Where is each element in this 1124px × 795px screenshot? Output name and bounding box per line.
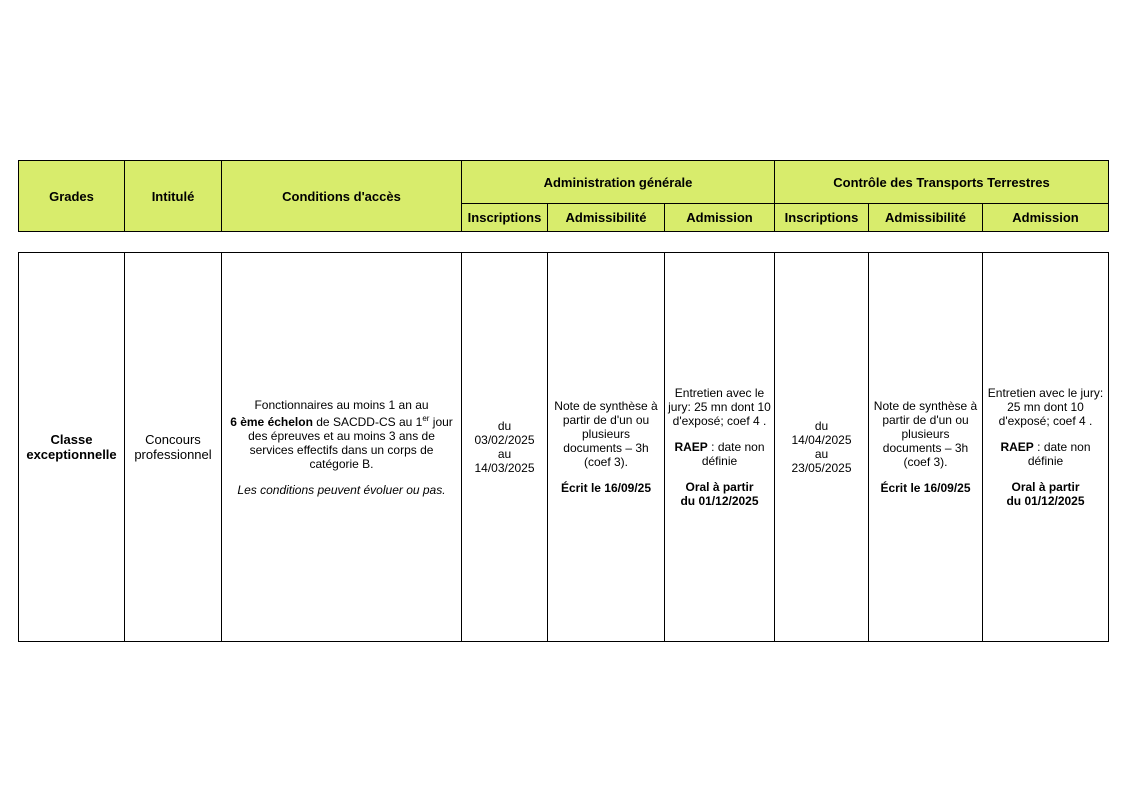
header-ctt-admission: Admission [983,204,1109,232]
oral-line: du 01/12/2025 [680,494,759,508]
header-ctt-inscriptions: Inscriptions [775,204,869,232]
intitule-line: professionnel [134,447,212,462]
cell-conditions [222,253,462,642]
cell-ctt-admission [983,253,1109,642]
conditions-text: Fonctionnaires au moins 1 an au 6 ème échelon de SACDD-CS au 1er jour des épreuves et au moins 3 ans de services effectifs dans un corps de catégorie B. [230,397,453,471]
admissibilite-text: Note de synthèse à partir de d'un ou plusieurs documents – 3h (coef 3). [873,399,978,469]
cell-admin-admission [665,253,775,642]
header-intitule: Intitulé [125,161,222,232]
grade-line: Classe [50,432,93,447]
intitule-line: Concours [145,432,201,447]
header-conditions: Conditions d'accès [222,161,462,232]
admission-text: Entretien avec le jury: 25 mn dont 10 d'exposé; coef 4 . [987,386,1104,428]
oral-line: Oral à partir [1011,480,1080,494]
conditions-note: Les conditions peuvent évoluer ou pas. [237,482,446,497]
header-group-ctt: Contrôle des Transports Terrestres [775,161,1109,204]
header-ctt-admissibilite: Admissibilité [869,204,983,232]
admission-text: Entretien avec le jury: 25 mn dont 10 d'exposé; coef 4 . [668,386,771,428]
cell-intitule [125,253,222,642]
header-admin-admission: Admission [665,204,775,232]
body-table [18,252,1109,642]
raep-text: RAEP : date non définie [1000,440,1091,468]
header-table [18,160,1109,232]
oral-line: Oral à partir [685,480,754,494]
cell-grade [19,253,125,642]
cell-admin-admissibilite [548,253,665,642]
table-row [19,253,1109,642]
cell-ctt-admissibilite [869,253,983,642]
ecrit-date: Écrit le 16/09/25 [880,481,971,495]
cell-ctt-inscriptions: du 14/04/2025 au 23/05/2025 [775,253,869,642]
grade-line: exceptionnelle [26,447,117,462]
raep-text: RAEP : date non définie [674,440,765,468]
header-grades: Grades [19,161,125,232]
header-admin-inscriptions: Inscriptions [462,204,548,232]
oral-line: du 01/12/2025 [1006,494,1085,508]
header-group-admin: Administration générale [462,161,775,204]
cell-admin-inscriptions: du 03/02/2025 au 14/03/2025 [462,253,548,642]
ecrit-date: Écrit le 16/09/25 [560,481,652,495]
header-admin-admissibilite: Admissibilité [548,204,665,232]
admissibilite-text: Note de synthèse à partir de d'un ou plusieurs documents – 3h (coef 3). [554,399,658,469]
